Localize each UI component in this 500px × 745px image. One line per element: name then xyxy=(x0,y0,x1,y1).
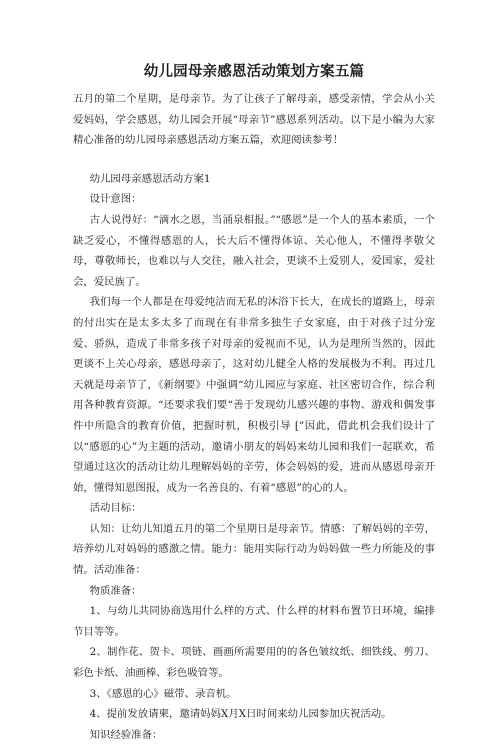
goal-heading: 活动目标： xyxy=(89,502,142,515)
intro-paragraph: 五月的第二个星期，是母亲节。为了让孩子了解母亲，感受亲情，学会从小关爱妈妈，学会感恩，幼儿园会开展“母亲节”感恩系列活动。以下是小编为大家精心准备的幼儿园母亲感恩活动方案五篇，欢迎阅读参考！ xyxy=(73,93,435,147)
knowledge-heading: 知识经验准备： xyxy=(89,728,163,741)
design-heading: 设计意图： xyxy=(89,193,142,206)
document-title: 幼儿园母亲感恩活动策划方案五篇 xyxy=(143,63,365,80)
material-item-2: 2、制作花、贺卡、项链、画画所需要用的的各色皱纹纸、细铁线、剪刀、彩色卡纸、油画棒、彩色吸管等。 xyxy=(73,646,435,680)
material-item-4: 4、提前发放请柬，邀请妈妈X月X日时间来幼儿园参加庆祝活动。 xyxy=(89,708,392,721)
goal-paragraph: 认知：让幼儿知道五月的第二个星期日是母亲节。情感：了解妈妈的辛劳，培养幼儿对妈妈的感激之情。能力：能用实际行动为妈妈做一些力所能及的事情。活动准备： xyxy=(73,522,435,577)
material-item-1: 1、与幼儿共同协商选用什么样的方式、什么样的材料布置节日环境，编排节目等等。 xyxy=(73,605,435,638)
design-paragraph-2: 我们每一个人都是在母爱纯洁而无私的沐浴下长大，在成长的道路上，母亲的付出实在是太多太多了而现在有非常多独生子女家庭，由于对孩子过分宠爱、骄纵，造成了非常多孩子对母亲的爱视而不见，认为是理所当然的，因此更谈不上关心母亲，感恩母亲了，这对幼儿健全人格的发展极为不利。再过几天就是母亲节了，《新纲要》中强调“幼儿园应与家庭、社区密切合作，综合利用各种教育资源。“还要求我们要“善于发现幼儿感兴趣的事物、游戏和偶发事件中所隐含的教育价值，把握时机，积极引导 [”因此，借此机会我们设计了以“感恩的心”为主题的活动，邀请小朋友的妈妈来幼儿园和我们一起联欢，希望通过这次的活动让幼儿理解妈妈的辛劳，体会妈妈的爱，进而从感恩母亲开始，懂得知恩图报，成为一名善良的、有着“感恩”的心的人。 xyxy=(73,296,435,494)
section-title: 幼儿园母亲感恩活动方案1 xyxy=(89,172,211,185)
design-paragraph-1: 古人说得好：“滴水之恩，当涌泉相报。”“感恩”是一个人的基本素质，一个缺乏爱心，不懂得感恩的人，长大后不懂得体谅、关心他人，不懂得孝敬父母，尊敬师长，也难以与人交往，融入社会，更谈不上爱别人，爱国家，爱社会，爱民族了。 xyxy=(73,213,435,288)
paragraph-gap xyxy=(73,151,435,169)
material-heading: 物质准备： xyxy=(89,584,142,597)
document-page xyxy=(73,62,435,745)
material-item-3: 3、《感恩的心》磁带、录音机。 xyxy=(89,687,237,700)
